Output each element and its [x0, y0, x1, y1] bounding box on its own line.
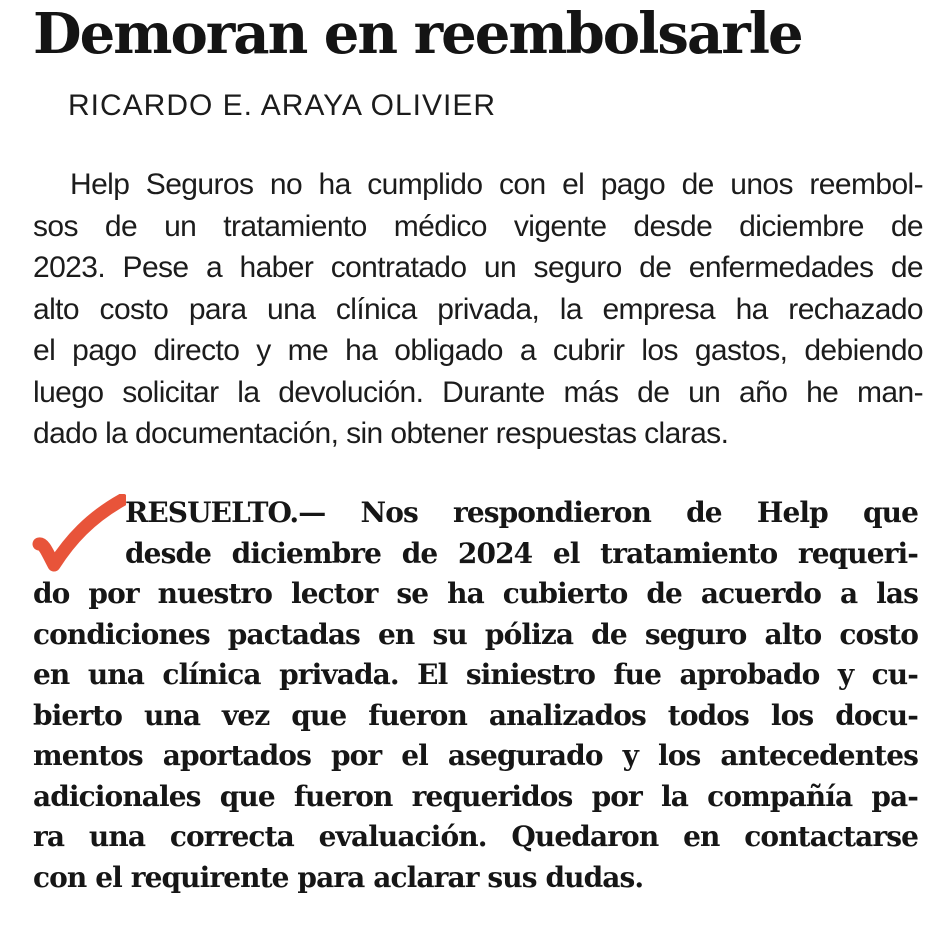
response-line: con el requirente para aclarar sus dudas.	[33, 860, 644, 894]
response-line: en una clínica privada. El siniestro fue aprobado y cu-	[33, 658, 918, 691]
response-line: adicionales que fueron requeridos por la compañía pa-	[33, 779, 918, 813]
response-line: bierto una vez que fueron analizados todos los docu-	[33, 698, 918, 732]
complaint-line: Help Seguros no ha cumplido con el pago de unos reembol-	[70, 168, 923, 201]
complaint-line: dado la documentación, sin obtener respuestas claras.	[33, 417, 729, 450]
complaint-paragraph	[33, 164, 923, 455]
response-line: condiciones pactadas en su póliza de seguro alto costo	[33, 617, 918, 651]
response-line: ra una correcta evaluación. Quedaron en contactarse	[33, 820, 918, 853]
response-paragraph	[33, 493, 918, 898]
byline: RICARDO E. ARAYA OLIVIER	[68, 89, 497, 122]
complaint-line: 2023. Pese a haber contratado un seguro de enfermedades de	[33, 251, 923, 284]
complaint-line: luego solicitar la devolución. Durante más de un año he man-	[33, 375, 923, 409]
headline: Demoran en reembolsarle	[33, 1, 802, 67]
response-line: do por nuestro lector se ha cubierto de acuerdo a las	[33, 577, 918, 610]
complaint-line: alto costo para una clínica privada, la empresa ha rechazado	[33, 292, 923, 326]
response-line: RESUELTO.— Nos respondieron de Help que	[125, 496, 918, 529]
complaint-line: sos de un tratamiento médico vigente desde diciembre de	[33, 209, 923, 243]
response-line: desde diciembre de 2024 el tratamiento requeri-	[125, 536, 918, 570]
response-line: mentos aportados por el asegurado y los antecedentes	[33, 739, 918, 772]
complaint-line: el pago directo y me ha obligado a cubrir los gastos, debiendo	[33, 334, 923, 367]
